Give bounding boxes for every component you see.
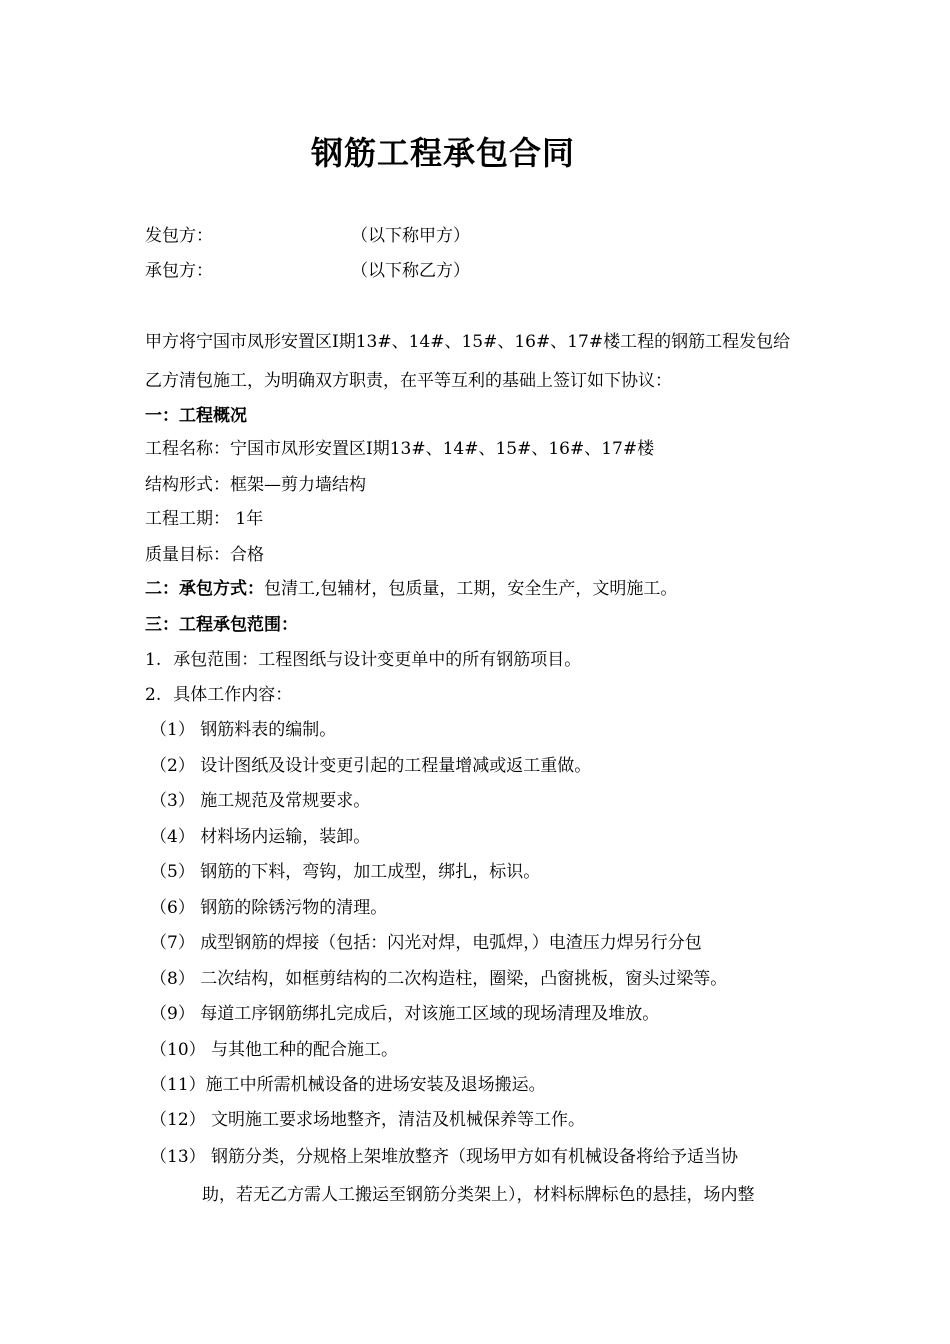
structure-line: 结构形式：框架—剪力墙结构 xyxy=(145,475,366,495)
party-a-line xyxy=(145,225,470,247)
intro-line-1: 甲方将宁国市凤形安置区Ⅰ期13#、14#、15#、16#、17#楼工程的钢筋工程发包给 xyxy=(145,332,791,352)
work-item: （12） 文明施工要求场地整齐，清洁及机械保养等工作。 xyxy=(150,1110,586,1130)
work-item: （10） 与其他工种的配合施工。 xyxy=(150,1040,399,1060)
scope-item-2-text: 具体工作内容： xyxy=(173,685,293,705)
scope-item-2 xyxy=(145,684,292,706)
section-2-heading: 二：承包方式： xyxy=(145,579,264,599)
intro-line-2: 乙方清包施工，为明确双方职责，在平等互利的基础上签订如下协议： xyxy=(145,371,672,391)
quality-line: 质量目标：合格 xyxy=(145,545,264,565)
work-item: （6） 钢筋的除锈污物的清理。 xyxy=(150,898,388,918)
work-item: （3） 施工规范及常规要求。 xyxy=(150,791,371,811)
party-b-label: 承包方： xyxy=(145,261,213,281)
work-item: （4） 材料场内运输，装卸。 xyxy=(150,827,371,847)
section-2-text: 包清工,包辅材，包质量，工期，安全生产，文明施工。 xyxy=(264,579,678,599)
section-1-heading: 一：工程概况 xyxy=(145,406,247,426)
section-3-heading: 三：工程承包范围： xyxy=(145,615,298,635)
section-2-line xyxy=(145,578,677,600)
work-item: （9） 每道工序钢筋绑扎完成后，对该施工区域的现场清理及堆放。 xyxy=(150,1004,660,1024)
work-item: （5） 钢筋的下料，弯钩，加工成型，绑扎，标识。 xyxy=(150,862,541,882)
party-b-note: （以下称乙方） xyxy=(351,261,470,281)
work-item: （7） 成型钢筋的焊接（包括：闪光对焊，电弧焊，）电渣压力焊另行分包 xyxy=(150,933,702,953)
scope-item-1 xyxy=(145,649,581,671)
project-name-line: 工程名称：宁国市凤形安置区Ⅰ期13#、14#、15#、16#、17#楼 xyxy=(145,439,655,459)
party-b-line xyxy=(145,260,470,282)
work-item: （2） 设计图纸及设计变更引起的工程量增减或返工重做。 xyxy=(150,756,592,776)
work-item: （1） 钢筋料表的编制。 xyxy=(150,720,337,740)
scope-item-2-number: 2. xyxy=(145,685,162,705)
party-a-label: 发包方： xyxy=(145,226,213,246)
duration-line: 工程工期： 1年 xyxy=(145,509,264,529)
scope-item-1-text: 承包范围：工程图纸与设计变更单中的所有钢筋项目。 xyxy=(173,650,582,670)
document-title: 钢筋工程承包合同 xyxy=(310,134,575,172)
party-a-note: （以下称甲方） xyxy=(351,226,470,246)
work-item: （8） 二次结构，如框剪结构的二次构造柱，圈梁，凸窗挑板，窗头过梁等。 xyxy=(150,969,728,989)
work-item: （11）施工中所需机械设备的进场安装及退场搬运。 xyxy=(150,1075,546,1095)
scope-item-1-number: 1. xyxy=(145,650,162,670)
work-item: （13） 钢筋分类，分规格上架堆放整齐（现场甲方如有机械设备将给予适当协 xyxy=(150,1147,739,1167)
work-item-13-continuation: 助，若无乙方需人工搬运至钢筋分类架上），材料标牌标色的悬挂，场内整 xyxy=(202,1185,755,1205)
